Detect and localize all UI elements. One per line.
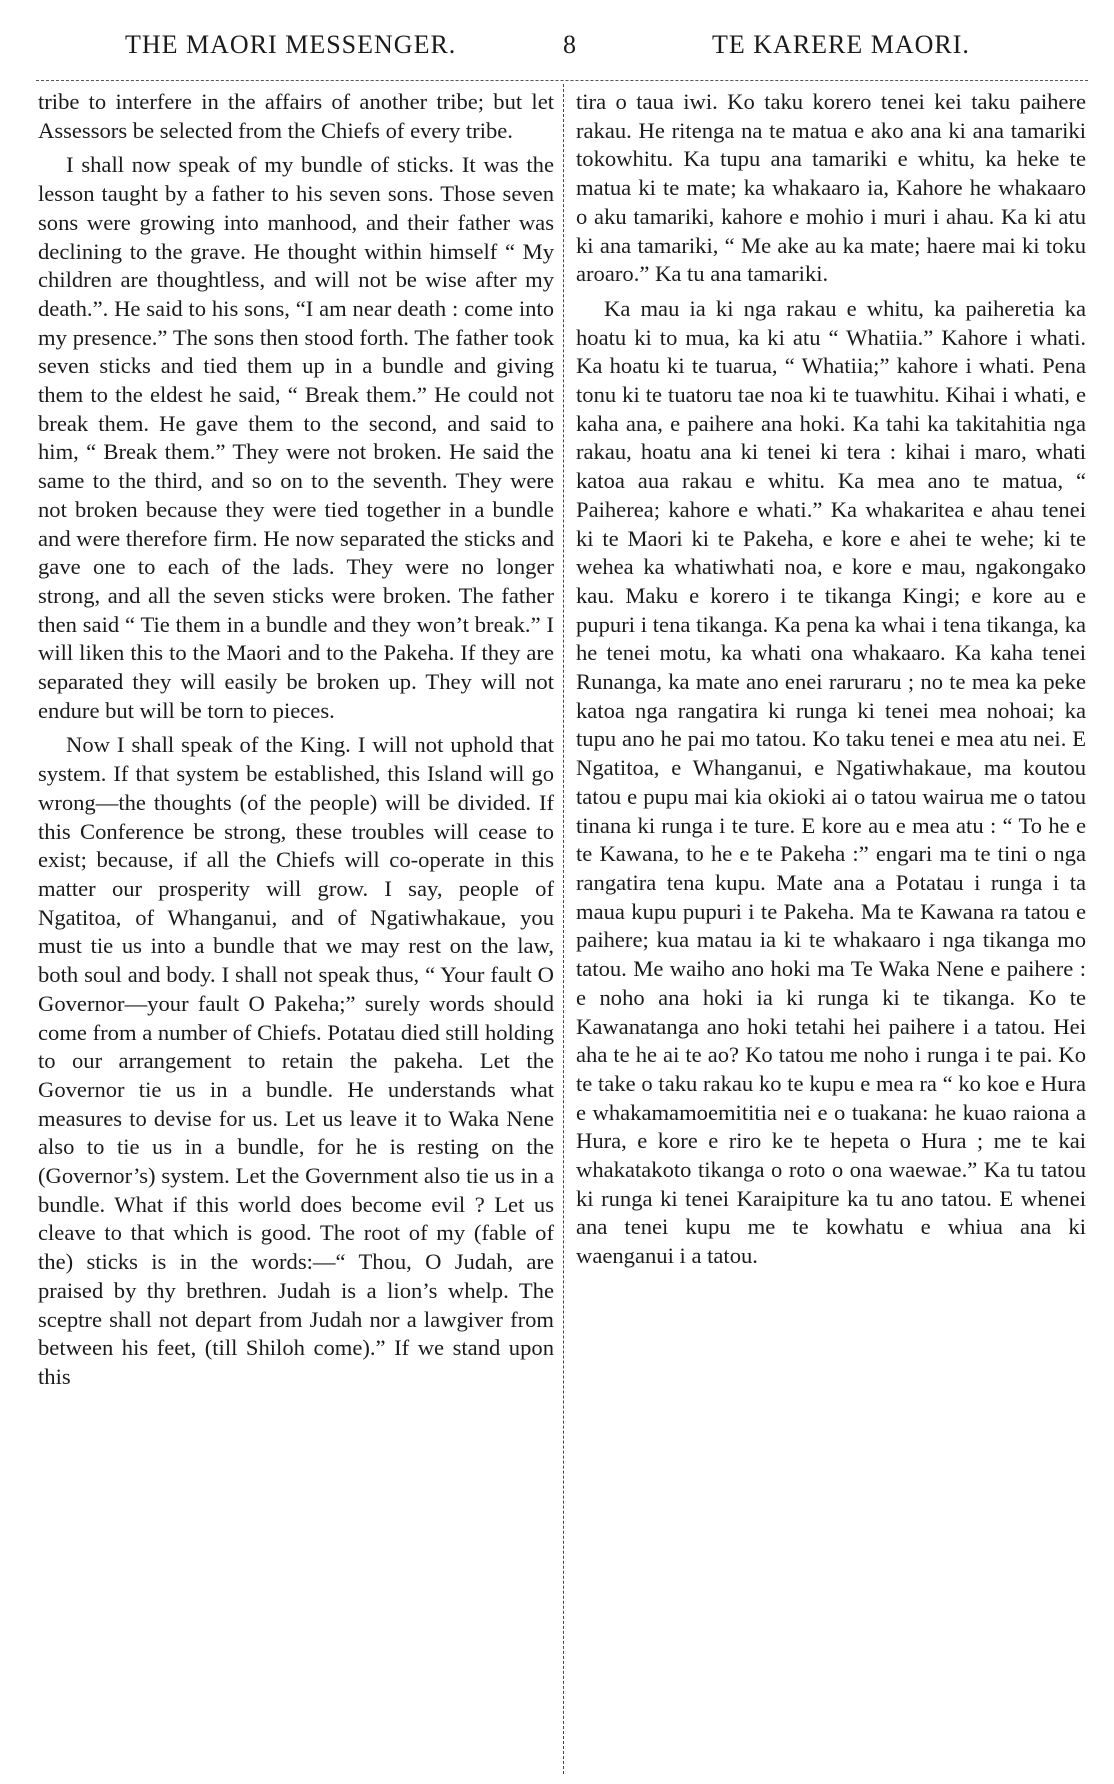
english-paragraph: I shall now speak of my bundle of sticks. It was the lesson taught by a father to his seven sons. Those seven sons were growing into manhood, and their father was declining to the grave. He thought within himself “ My children are thoughtless, and will not be wise after my death.”. He said to his sons, “I am near death : come into my presence.” The sons then stood forth. The father took seven sticks and tied them up in a bundle and giving them to the eldest he said, “ Break them.” He could not break them. He gave them to the second, and said to him, “ Break them.” They were not broken. He said the same to the third, and so on to the seventh. They were not broken because they were tied together in a bundle and were therefore firm. He now separated the sticks and gave one to each of the lads. They were no longer strong, and all the seven sticks were broken. The father then said “ Tie them in a bundle and they won’t break.” I will liken this to the Maori and to the Pakeha. If they are separated they will easily be broken up. They will not endure but will be torn to pieces. [38,152,554,723]
maori-paragraph: tira o taua iwi. Ko taku korero tenei kei taku paihere rakau. He ritenga na te matua e ako ana ki ana tamariki tokowhitu. Ka tupu ana tamariki e whitu, ka heke te matua ki te mate; ka whakaaro ia, Kahore he whakaaro o aku tamariki, kahore e mohio i muri i ahau. Ka ki atu ki ana tamariki, “ Me ake au ka mate; haere mai ki toku aroaro.” Ka tu ana tamariki. [576,89,1086,287]
page-number: 8 [563,30,577,59]
maori-paragraph: Ka mau ia ki nga rakau e whitu, ka paiheretia ka hoatu ki to mua, ka ki atu “ Whatiia.” Kahore i whati. Ka hoatu ki te tuarua, “ Whatiia;” kahore i whati. Pena tonu ki te tuatoru tae noa ki te tuawhitu. Kihai i whati, e kaha ana, e paihere ana hoki. Ka tahi ka takitahitia nga rakau, hoatu ana ki tenei ki tera : kihai i maro, whati katoa aua rakau e whitu. Ka mea ano te matua, “ Paiherea; kahore e whati.” Ka whakaritea e ahau tenei ki te Maori ki te Pakeha, e kore e ahei te wehe; ki te wehea ka whatiwhati noa, e kore e mau, ngakongako kau. Maku e korero i te tikanga Kingi; e kore au e pupuri i tena tikanga. Ka pena ka whai i tena tikanga, ka he tenei motu, ka whati ona whakaaro. Ka kaha tenei Runanga, ka mate ano enei raruraru ; no te mea ka peke katoa nga rangatira ki runga ki tenei mea nohoai; ka tupu ano he pai mo tatou. Ko taku tenei e mea atu nei. E Ngatitoa, e Whanganui, e Ngatiwhakaue, ma koutou tatou e pupu mai kia okioki ai o tatou wairua me o tatou tinana ki runga i te ture. E kore au e mea atu : “ To he e te Kawana, to he e te Pakeha :” engari ma te tini o nga rangatira tena kupu. Mate ana a Potatau i runga i ta maua kupu pupuri i te Pakeha. Ma te Kawana ra tatou e paihere; kua matau ia ki te whakaaro i nga tikanga mo tatou. Me waiho ano hoki ma Te Waka Nene e paihere : e noho ana hoki ia ki runga ki te tikanga. Ko te Kawanatanga ano hoki tetahi hei paihere i a tatou. Hei aha te he ai te ao? Ko tatou me noho i runga i te pai. Ko te take o taku rakau ko te kupu e mea ra “ ko koe e Hura e whakamamoemititia nei e o tuakana: he kuao raiona a Hura, e kore e riro ke te hepeta o Hura ; me te kai whakatakoto tikanga o roto o ona waewae.” Ka tu tatou ki runga ki tenei Karaipiture ka tu ano tatou. E whenei ana tenei kupu me te kowhatu e whiua ana ki waenganui i a tatou. [576,295,1086,1269]
english-paragraph: Now I shall speak of the King. I will not uphold that system. If that system be established, this Island will go wrong—the thoughts (of the people) will be divided. If this Conference be strong, these troubles will cease to exist; because, if all the Chiefs will co-operate in this matter our prosperity will grow. I say, people of Ngatitoa, of Whanganui, and of Ngatiwhakaue, you must tie us into a bundle that we may rest on the law, both soul and body. I shall not speak thus, “ Your fault O Governor—your fault O Pakeha;” surely words should come from a number of Chiefs. Potatau died still holding to our arrangement to retain the pakeha. Let the Governor tie us in a bundle. He understands what measures to devise for us. Let us leave it to Waka Nene also to tie us in a bundle, for he is resting on the (Governor’s) system. Let the Government also tie us in a bundle. What if this world does become evil ? Let us cleave to that which is good. The root of my (fable of the) sticks is in the words:—“ Thou, O Judah, are praised by thy brethren. Judah is a lion’s whelp. The sceptre shall not depart from Judah nor a lawgiver from between his feet, (till Shiloh come).” If we stand upon this [38,732,554,1389]
header-maori-title: TE KARERE MAORI. [712,30,970,59]
english-column [38,88,554,1392]
header-english-title: THE MAORI MESSENGER. [125,30,457,59]
maori-column [576,88,1086,1271]
english-paragraph: tribe to interfere in the affairs of another tribe; but let Assessors be selected from the Chiefs of every tribe. [38,89,554,143]
page-header [0,30,1114,70]
header-rule [36,80,1088,81]
column-divider [563,84,564,1774]
